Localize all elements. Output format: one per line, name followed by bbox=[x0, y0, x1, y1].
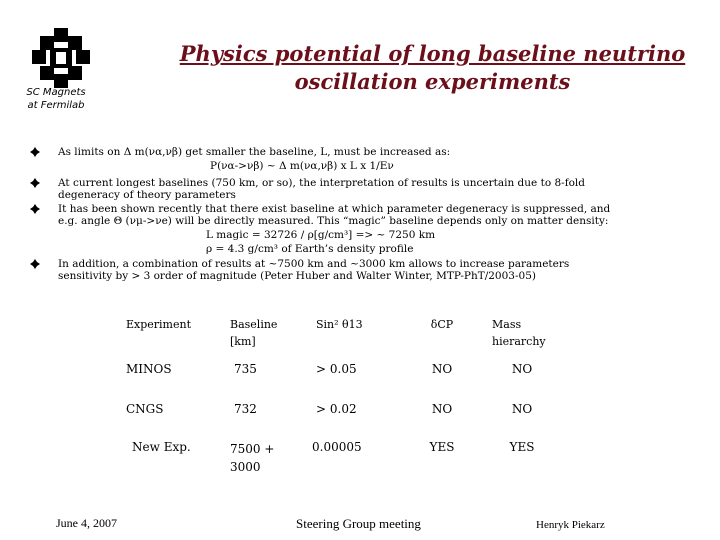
diamond-bullet-icon bbox=[30, 259, 40, 269]
bullet-2-text: At current longest baselines (750 km, or so), the interpretation of results is uncertain due to 8-fold bbox=[58, 177, 585, 189]
header-mass-hierarchy: Mass hierarchy bbox=[492, 318, 546, 348]
header-sin2theta13: Sin² θ13 bbox=[316, 318, 363, 331]
cell-delta-cp: NO bbox=[431, 362, 453, 376]
cell-sin2theta13: > 0.02 bbox=[316, 402, 357, 416]
bullet-1-text: As limits on Δ m(να,νβ) get smaller the baseline, L, must be increased as: bbox=[58, 146, 451, 158]
header-baseline: Baseline [km] bbox=[230, 318, 278, 348]
table-header-row bbox=[118, 316, 562, 358]
bullet-3-text: It has been shown recently that there exist baseline at which parameter degeneracy is suppressed, and bbox=[58, 203, 611, 215]
cell-baseline: 7500 + 3000 bbox=[230, 442, 275, 474]
cell-experiment: New Exp. bbox=[132, 440, 191, 454]
cell-mass-hierarchy: NO bbox=[511, 362, 533, 376]
page-title bbox=[150, 40, 715, 96]
bullet-2-continuation: degeneracy of theory parameters bbox=[58, 189, 236, 201]
bullet-4-text: In addition, a combination of results at ~7500 km and ~3000 km allows to increase parameters bbox=[58, 258, 570, 270]
table-row bbox=[118, 358, 562, 398]
cell-experiment: CNGS bbox=[126, 402, 164, 416]
title-line2: oscillation experiments bbox=[294, 69, 571, 94]
results-table bbox=[118, 316, 562, 484]
cell-mass-hierarchy: YES bbox=[509, 440, 535, 454]
diamond-bullet-icon bbox=[30, 178, 40, 188]
logo-caption-line1: SC Magnets bbox=[26, 87, 86, 98]
cell-delta-cp: NO bbox=[431, 402, 453, 416]
footer-author: Henryk Piekarz bbox=[536, 519, 605, 531]
footer-center: Steering Group meeting bbox=[296, 516, 421, 531]
cell-baseline: 732 bbox=[234, 402, 257, 416]
footer-date: June 4, 2007 bbox=[56, 516, 117, 530]
cell-delta-cp: YES bbox=[429, 440, 455, 454]
cell-experiment: MINOS bbox=[126, 362, 172, 376]
cell-baseline: 735 bbox=[234, 362, 257, 376]
diamond-bullet-icon bbox=[30, 204, 40, 214]
title-line1: Physics potential of long baseline neutrino bbox=[179, 41, 686, 66]
logo-caption-line2: at Fermilab bbox=[27, 100, 85, 111]
oscillation-formula: P(να->νβ) ~ Δ m(να,νβ) x L x 1/Eν bbox=[210, 160, 394, 172]
bullet-4-continuation: sensitivity by > 3 order of magnitude (Peter Huber and Walter Winter, MTP-PhT/2003-05) bbox=[58, 270, 536, 282]
magic-baseline-line: L magic = 32726 / ρ[g/cm³] => ~ 7250 km bbox=[206, 229, 436, 241]
table-row bbox=[118, 398, 562, 434]
header-experiment: Experiment bbox=[126, 318, 192, 331]
table-row bbox=[118, 434, 562, 484]
bullet-3-continuation: e.g. angle Θ (νμ->νe) will be directly measured. This “magic” baseline depends only on matter density: bbox=[58, 215, 609, 227]
fermilab-logo-icon bbox=[26, 28, 96, 88]
diamond-bullet-icon bbox=[30, 147, 40, 157]
header-delta-cp: δCP bbox=[430, 318, 454, 331]
cell-sin2theta13: 0.00005 bbox=[312, 440, 362, 454]
cell-sin2theta13: > 0.05 bbox=[316, 362, 357, 376]
logo-caption bbox=[20, 86, 92, 112]
cell-mass-hierarchy: NO bbox=[511, 402, 533, 416]
earth-density-line: ρ = 4.3 g/cm³ of Earth’s density profile bbox=[206, 243, 414, 255]
